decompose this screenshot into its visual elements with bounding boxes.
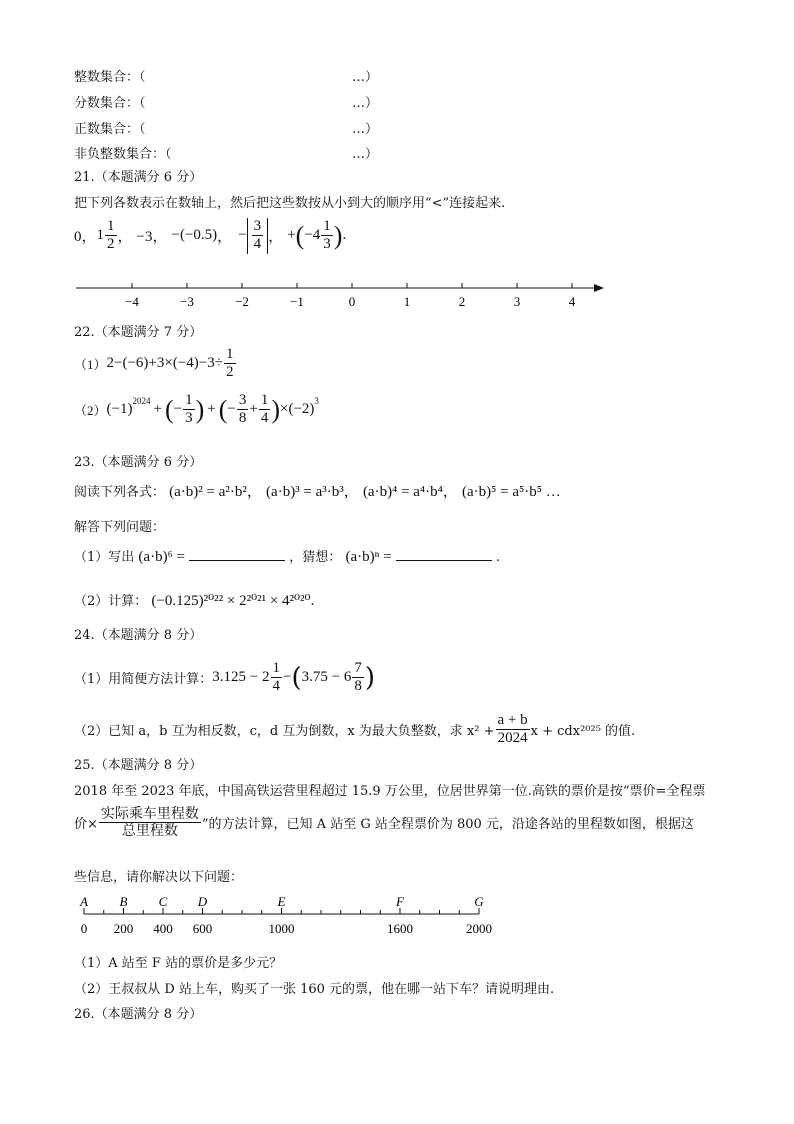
station-km: 2000 [466,921,492,936]
q24-part1: （1）用简便方法计算： 3.125 − 2 $\frac{1}{4}$ − ( 3.75 − 6 $\frac{7}{8}$ ) [74,660,375,695]
set-integer-row [74,66,379,85]
station-name: A [80,894,88,909]
q21-sep: ， [117,229,133,246]
q21-num-mixed-int: 1 [96,227,105,244]
set-nonneg-end: …） [352,147,379,162]
q22-p2-exp2: 3 [314,396,319,406]
q21-num-plus: + [287,227,296,244]
q25-question2: （2）王叔叔从 D 站上车，购买了一张 160 元的票，他在哪一站下车？请说明理由. [74,982,555,997]
station-name: C [158,894,168,909]
q22-p2-frac-14: $\frac{1}{4}$ [260,392,269,427]
q21-frac-third: $\frac{1}{3}$ [323,218,331,253]
q21-number-line [74,276,614,312]
q21-sep5: ， [268,229,284,246]
axis-tick-label: 4 [568,294,576,309]
q22-p2-a: (−1) [106,401,133,418]
q21-numbers: 0， 1 $\frac{1}{2}$ ， −3， −(−0.5) ， − $\frac{3}{4}$ ， + ( −4 $\frac{1}{3}$ ) . [74,218,347,253]
q23-f1: (a·b)² = a²·b²， [169,484,262,500]
q22-p2-exp1: 2024 [132,396,151,406]
station-name: F [396,894,404,909]
q23-solve: 解答下列问题： [74,520,166,535]
q22-p2-label: （2） [74,403,107,419]
axis-tick-label: −4 [125,294,139,309]
q21-num-zero: 0， [74,229,97,246]
q25-line1: 2018 年至 2023 年底，中国高铁运营里程超过 15.9 万公里，位居世界第一位.高铁的票价是按“票价=全程票 [74,784,706,799]
station-name: D [197,894,208,909]
q22-p2-frac-38: $\frac{3}{8}$ [238,392,247,427]
station-km: 1000 [268,921,295,936]
q25-line2 [74,806,694,839]
station-km: 600 [192,921,213,936]
q25-line2-post: ”的方法计算，已知 A 站至 G 站全程票价为 800 元，沿途各站的里程数如图，根据这 [201,817,694,833]
q23-p1-blank2[interactable] [396,548,492,561]
q24-p1-label: （1）用简便方法计算： [74,672,213,688]
set-positive-label: 正数集合：（ [74,122,146,137]
set-integer-label: 整数集合：（ [74,70,146,85]
q21-sep4: ， [217,229,233,246]
q21-num-neg4: −4 [304,227,321,244]
q25-fraction: $\frac{\text{实际乘车里程数}}{\text{总里程数}}$ [100,806,199,840]
q22-p2-plus2: + [207,401,216,418]
station-name: B [119,894,128,909]
axis-tick-label: 2 [458,294,466,309]
q22-part2: （2） (−1) $^{2024}$ + ( − $\frac{1}{3}$ ) + ( − $\frac{3}{8}$ + $\frac{1}{4}$ ) ×(−2) $^3$ [74,392,319,427]
q22-p1-label: （1） [74,357,107,373]
q23-f3: (a·b)⁴ = a⁴·b⁴， [362,484,458,500]
set-positive-row [74,118,379,137]
q25-station-diagram [74,893,514,941]
q21-num-neg3: −3， [136,229,168,246]
q23-p1-end: . [495,550,500,565]
q22-p2-plus1: + [153,401,162,418]
q24-p2-tail: x + cdx²⁰²⁵ 的值. [530,724,636,740]
set-positive-end: …） [352,122,379,137]
set-nonneg-row [74,143,379,162]
q21-frac-half: $\frac{1}{2}$ [107,218,115,253]
q23-p1-expr2: (a·b)ⁿ = [345,549,392,565]
station-km: 400 [153,921,173,936]
axis-tick-label: 0 [348,294,356,309]
axis-tick-label: −3 [180,294,194,309]
q23-header: 23.（本题满分 6 分） [74,455,203,470]
q23-read-row [74,480,561,501]
q21-header: 21.（本题满分 6 分） [74,170,203,185]
set-fraction-row [74,92,379,111]
q21-prompt: 把下列各数表示在数轴上，然后把这些数按从小到大的顺序用“<”连接起来. [74,196,506,211]
q23-f4: (a·b)⁵ = a⁵·b⁵ … [462,484,561,500]
q25-line3: 些信息，请你解决以下问题： [74,870,244,885]
q23-part1 [74,546,500,566]
axis-tick-label: 3 [513,294,521,309]
q24-p2-text: （2）已知 a，b 互为相反数，c，d 互为倒数，x 为最大负整数，求 x² + [74,724,495,740]
set-fraction-label: 分数集合：（ [74,96,146,111]
q23-p2-label: （2）计算： [74,594,148,609]
q24-p1-frac-c: $\frac{7}{8}$ [354,660,362,695]
q21-num-abs-pre: − [238,227,247,244]
q21-num-neg-neg05: −(−0.5) [171,227,218,244]
q23-p1-mid: ，猜想： [289,550,342,565]
q23-part2 [74,590,314,610]
station-name: E [277,894,286,909]
set-nonneg-label: 非负整数集合：（ [74,147,172,162]
q24-part2 [74,712,635,748]
q25-question1: （1）A 站至 F 站的票价是多少元？ [74,956,283,971]
station-km: 200 [113,921,134,936]
q22-p2-g: ×(−2) [280,401,315,418]
q23-f2: (a·b)³ = a³·b³， [266,484,359,500]
q26-header: 26.（本题满分 8 分） [74,1007,203,1022]
set-integer-end: …） [352,70,379,85]
axis-tick-label: −2 [235,294,249,309]
q22-p2-frac-third: $\frac{1}{3}$ [185,392,193,427]
q24-header: 24.（本题满分 8 分） [74,628,203,643]
axis-tick-label: −1 [290,294,304,309]
q23-p1-blank1[interactable] [189,548,285,561]
q23-p1-label: （1）写出 [74,550,135,565]
q24-p1-frac-a: $\frac{1}{4}$ [272,660,280,695]
q21-end: . [342,227,347,244]
q25-line2-pre: 价× [74,817,98,833]
q24-p1-c: 3.75 − 6 [301,669,352,686]
q22-p1-frac: $\frac{1}{2}$ [226,346,234,381]
station-name: G [474,894,484,909]
q23-read: 阅读下列各式： [74,485,166,500]
q23-p1-expr: (a·b)⁶ = [138,549,186,565]
station-km: 1600 [387,921,413,936]
station-km: 0 [80,921,88,936]
q21-abs-value: $\frac{3}{4}$ [247,218,269,254]
q25-header: 25.（本题满分 8 分） [74,758,203,773]
q22-part1 [74,346,237,382]
axis-tick-label: 1 [403,294,411,309]
q23-p2-expr: (−0.125)²⁰²² × 2²⁰²¹ × 4²⁰²⁰. [151,593,315,609]
q22-p1-expr: 2−(−6)+3×(−4)−3÷ [106,355,223,372]
set-fraction-end: …） [352,96,379,111]
q24-p1-a: 3.125 − 2 [212,669,270,686]
q24-p1-minus: − [283,669,292,686]
q24-p2-frac: $\frac{a + b}{2024}$ [497,712,528,747]
q22-header: 22.（本题满分 7 分） [74,325,203,340]
